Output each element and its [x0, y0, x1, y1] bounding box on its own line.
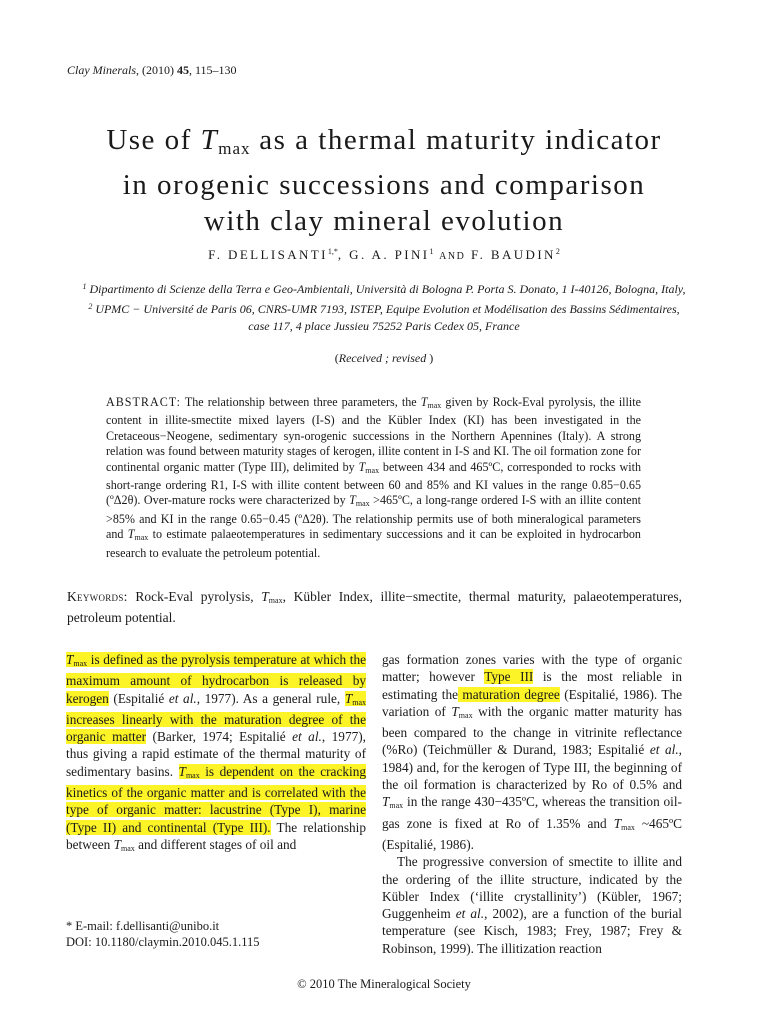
highlight: Type III — [484, 669, 534, 685]
copyright: © 2010 The Mineralogical Society — [297, 977, 471, 991]
author-email: * E-mail: f.dellisanti@unibo.it — [66, 919, 220, 933]
body-paragraph: The progressive conversion of smectite to illite and the ordering of the illite structure, indicated by the Kübler Index (‘illite crystallinity’) (Kübler, 1967; Guggenheim et al., 2002), are a function of the burial temperature (see Kisch, 1983; Frey, 1987; Frey & Robinson, 1999). The illitization reaction — [382, 854, 682, 956]
title-line-3: with clay mineral evolution — [203, 205, 565, 237]
journal-year: , (2010) — [136, 63, 177, 77]
highlight: $T_{max}$ increases linearly with the maturation degree of the organic matter — [66, 690, 366, 745]
keywords-label: Keywords: — [67, 589, 128, 604]
affiliations: $^1$ Dipartimento di Scienze della Terra e Geo-Ambientali, Università di Bologna P. Porta S. Donato, 1 I-40126, Bologna, Italy, $^2$ UPMC − Université de Paris 06, CNRS-UMR 7193, ISTEP, Equipe Evolution et Modélisation des Bassins Sédimentaires, case 117, 4 place Jussieu 75252 Paris Cedex 05, France — [82, 282, 686, 333]
body-paragraph: gas formation zones varies with the type of organic matter; however Type III is the most reliable in estimating the maturation degree (Espitalié, 1986). The variation of $T_{max}$ with the organic matter maturity has been compared to the change in vitrinite reflectance (%Ro) (Teichmüller & Durand, 1983; Espitalié et al., 1984) and, for the kerogen of Type III, the beginning of the oil formation is characterized by Ro of 0.5% and $T_{max}$ in the range 430−435ºC, whereas the transition oil-gas zone is fixed at Ro of 1.35% and $T_{max}$ ~465ºC (Espitalié, 1986). — [382, 652, 683, 852]
doi: DOI: 10.1180/claymin.2010.045.1.115 — [66, 935, 260, 949]
journal-pages: , 115–130 — [189, 63, 237, 77]
body-column-right — [382, 651, 682, 957]
author-3: F. BAUDIN — [471, 247, 556, 262]
journal-citation — [67, 63, 237, 78]
received-line: (Received ; revised ) — [334, 351, 434, 365]
footnote — [66, 918, 260, 950]
highlight: maturation degree — [458, 686, 560, 702]
highlight: $T_{max}$ is defined as the pyrolysis temperature at which the maximum amount of hydrocarbon is released by kerogen — [66, 652, 366, 706]
author-1: F. DELLISANTI — [208, 247, 328, 262]
body-column-left — [66, 651, 366, 857]
journal-name: Clay Minerals — [67, 63, 136, 77]
abstract-label: ABSTRACT: — [106, 395, 181, 409]
body-paragraph: $T_{max}$ is defined as the pyrolysis temperature at which the maximum amount of hydrocarbon is released by kerogen (Espitalié et al., 1977). As a general rule, $T_{max}$ increases linearly with the maturation degree of the organic matter (Barker, 1974; Espitalié et al., 1977), thus giving a rapid estimate of the thermal maturity of sedimentary basins. $T_{max}$ is dependent on the cracking kinetics of the organic matter and is correlated with the type of organic matter: lacustrine (Type I), marine (Type II) and continental (Type III). The relationship between $T_{max}$ and different stages of oil and — [66, 652, 367, 853]
title-line-2: in orogenic successions and comparison — [122, 169, 646, 201]
paper-title — [40, 122, 728, 239]
journal-volume: 45 — [177, 63, 189, 77]
title-line-1: Use of $T_{max}$ as a thermal maturity indicator — [106, 124, 662, 158]
author-2: , G. A. PINI — [337, 247, 430, 262]
keywords: Keywords: Rock-Eval pyrolysis, $T_{max}$, Kübler Index, illite−smectite, thermal maturity, palaeotemperatures, petroleum potential. — [67, 589, 682, 625]
author-list: F. $DELLISANTI^{1,*}$, G. A. PINI$^1$ AND F. BAUDIN$^2$ — [208, 247, 560, 262]
abstract: ABSTRACT: The relationship between three parameters, the $T_{max}$ given by Rock-Eval pyrolysis, the illite content in illite-smectite mixed layers (I-S) and the Kübler Index (KI) has been investigated in the Cretaceous−Neogene, sedimentary syn-orogenic successions in the Northern Apennines (Italy). A strong relation was found between maturity stages of kerogen, illite content in I-S and KI. The oil formation zone for continental organic matter (Type III), delimited by $T_{max}$ between 434 and 465ºC, corresponded to rocks with short-range ordering R1, I-S with illite content between 60 and 85% and KI values in the range 0.85−0.65 (ºΔ2θ). Over-mature rocks were characterized by $T_{max}$ >465ºC, a long-range ordered I-S with an illite content >85% and KI in the range 0.65−0.45 (ºΔ2θ). The relationship permits use of both mineralogical parameters and $T_{max}$ to estimate palaeotemperatures in sedimentary successions and it can be exploited in hydrocarbon research to evaluate the petroleum potential. — [106, 395, 642, 560]
highlight: $T_{max}$ is dependent on the cracking kinetics of the organic matter and is correlated with the type of organic matter: lacustrine (Type I), marine (Type II) and continental (Type III). — [66, 763, 366, 835]
